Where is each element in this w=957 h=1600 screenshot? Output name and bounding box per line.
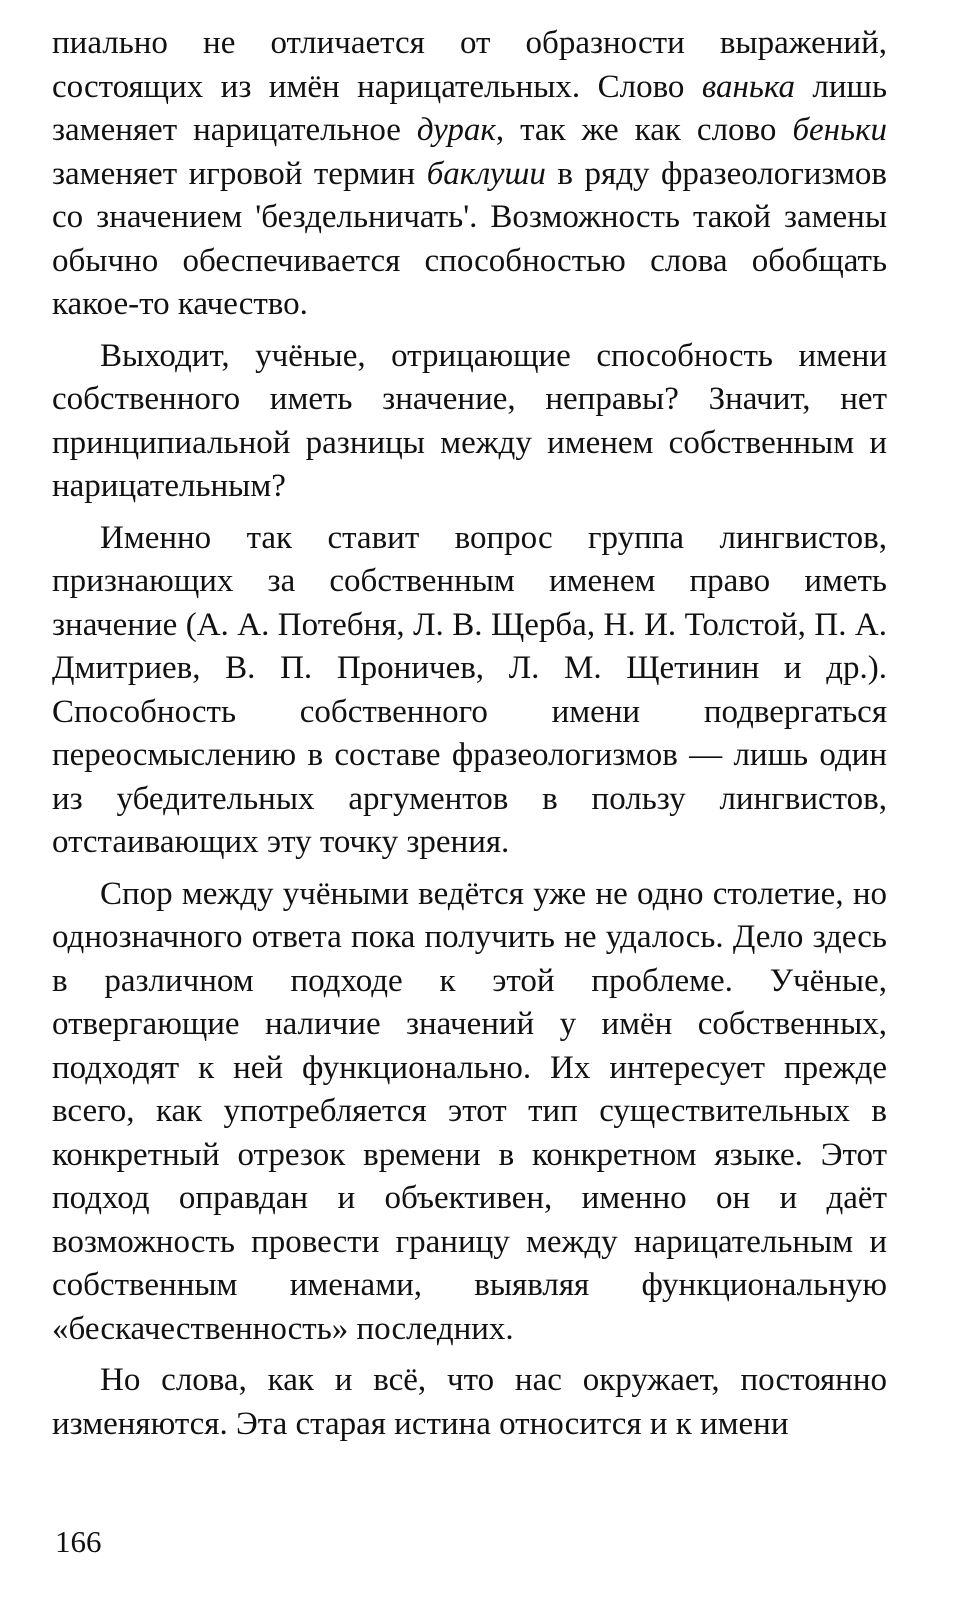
text-run: пиально не отличается от образности выражений, состоящих из имён нарицательных. Слово xyxy=(52,25,887,105)
text-run: Именно так ставит вопрос группа лингвистов, признающих за собственным именем право иметь значение (А. А. Потебня, Л. В. Щерба, Н. И. Толстой, П. А. Дмитриев, В. П. Проничев, Л. М. Щетинин и др.). Способность собственного имени подвергаться переосмыслению в составе фразеологизмов — лишь один из убедительных аргументов в пользу лингвистов, отстаивающих эту точку зрения. xyxy=(52,519,887,860)
italic-word-vanka: ванька xyxy=(701,68,795,105)
text-run: заменяет игровой термин xyxy=(52,155,427,192)
paragraph-4 xyxy=(52,873,887,1352)
page-number: 166 xyxy=(55,1524,102,1559)
paragraph-2 xyxy=(52,335,887,509)
italic-word-durak: дурак xyxy=(416,112,496,148)
page-body xyxy=(52,22,887,1454)
italic-word-baklushi: баклуши xyxy=(426,155,546,192)
text-run: Выходит, учёные, отрицающие способность имени собственного иметь значение, неправы? Значит, нет принципиальной разницы между именем собственным и нарицательным? xyxy=(52,337,887,504)
text-run: Спор между учёными ведётся уже не одно столетие, но однозначного ответа пока получить не удалось. Дело здесь в различном подходе к этой проблеме. Учёные, отвергающие наличие значений у имён собственных, подходят к ней функционально. Их интересует прежде всего, как употребляется этот тип существительных в конкретный отрезок времени в конкретном языке. Этот подход оправдан и объективен, именно он и даёт возможность провести границу между нарицательным и собственным именами, выявляя функциональную «бескачественность» последних. xyxy=(52,875,887,1347)
text-run: Но слова, как и всё, что нас окружает, постоянно изменяются. Эта старая истина относится и к имени xyxy=(52,1362,887,1442)
paragraph-3 xyxy=(52,517,887,865)
text-run: , так же как слово xyxy=(495,112,793,148)
paragraph-5 xyxy=(52,1359,887,1446)
paragraph-1 xyxy=(52,22,887,327)
text-run: лишь заменяет нарицательное xyxy=(52,68,887,148)
text-run: в ряду фразеологизмов со значением 'бездельничать'. Возможность такой замены обычно обеспечивается способностью слова обобщать какое-то качество. xyxy=(52,155,887,322)
italic-word-benki: беньки xyxy=(792,112,888,148)
